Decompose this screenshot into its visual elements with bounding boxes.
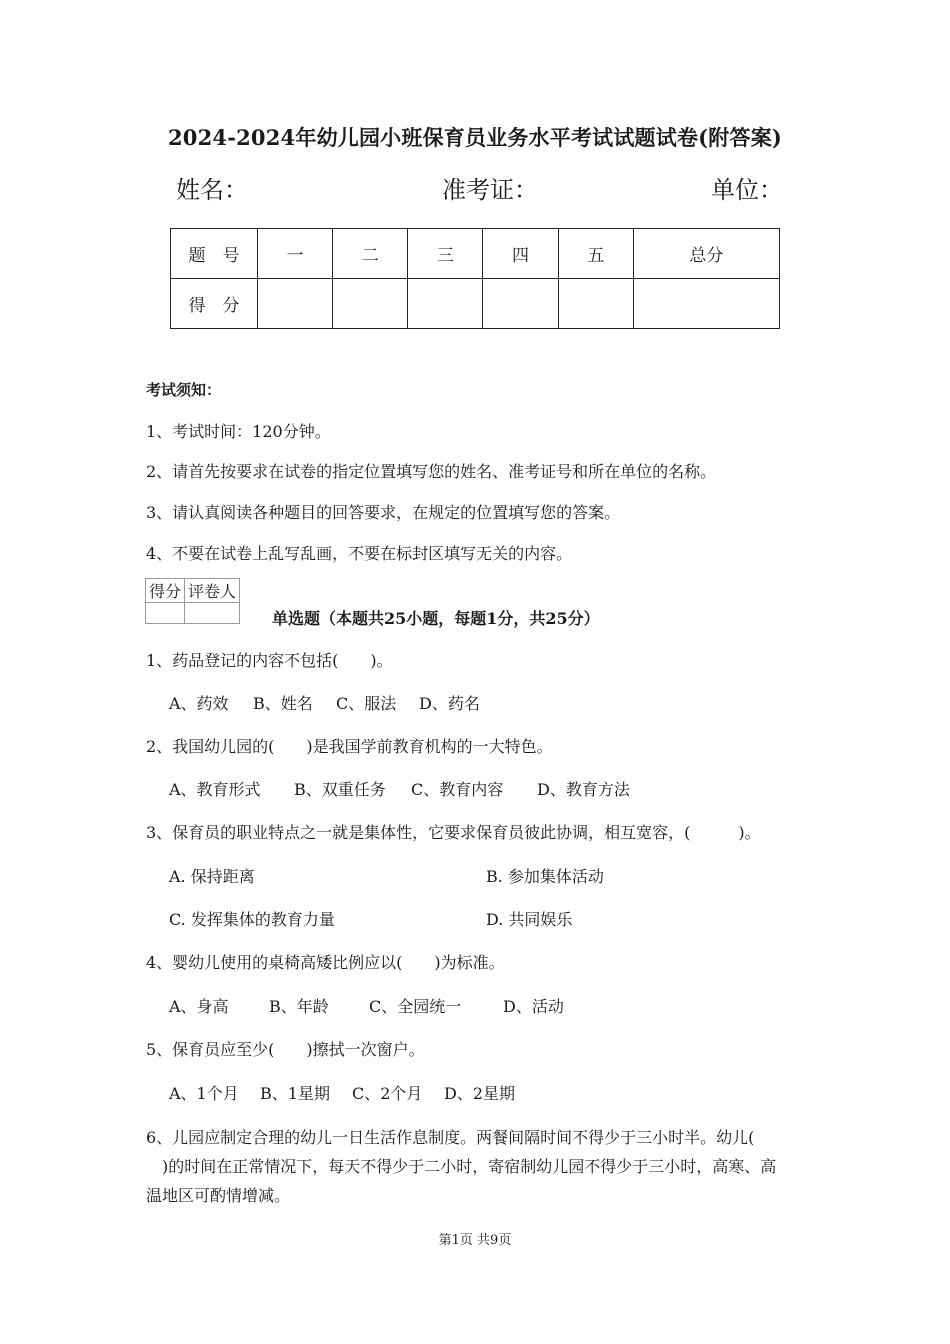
question-option: C、服法 [336,694,397,713]
question-stem: 1、药品登记的内容不包括( )。 [146,651,393,670]
notice-item: 2、请首先按要求在试卷的指定位置填写您的姓名、准考证号和所在单位的名称。 [146,462,717,481]
question-option: A. 保持距离 [169,867,255,886]
score-table-header-row [171,229,780,279]
notice-item: 1、考试时间：120分钟。 [146,422,331,441]
notice-item: 3、请认真阅读各种题目的回答要求，在规定的位置填写您的答案。 [146,503,621,522]
score-input-cell [633,279,779,329]
question-option: B. 参加集体活动 [486,867,604,886]
score-table-cell: 四 [483,229,558,279]
grader-name-cell [185,603,240,624]
score-input-cell [408,279,483,329]
score-input-cell [333,279,408,329]
name-label: 姓名： [176,176,248,204]
question-option: A、药效 [169,694,229,713]
question-stem: 5、保育员应至少( )擦拭一次窗户。 [146,1040,425,1059]
question-stem: 2、我国幼儿园的( )是我国学前教育机构的一大特色。 [146,737,553,756]
question-stem-line: 温地区可酌情增减。 [146,1186,291,1205]
score-table-cell: 五 [558,229,633,279]
page-footer: 第1页 共9页 [438,1233,512,1248]
score-table-cell: 一 [258,229,333,279]
question-stem: 4、婴幼儿使用的桌椅高矮比例应以( )为标准。 [146,953,505,972]
grader-score-cell [146,603,185,624]
score-table-cell: 二 [333,229,408,279]
question-option: C、2个月 [352,1084,423,1103]
score-table-cell: 题 号 [171,229,258,279]
score-table-cell: 三 [408,229,483,279]
question-stem: 3、保育员的职业特点之一就是集体性，它要求保育员彼此协调，相互宽容，( )。 [146,823,761,842]
question-stem-line: )的时间在正常情况下，每天不得少于二小时，寄宿制幼儿园不得少于三小时，高寒、高 [146,1157,777,1176]
exam-id-label: 准考证： [442,176,538,204]
question-option: A、1个月 [169,1084,239,1103]
unit-label: 单位： [711,176,783,204]
notice-heading: 考试须知： [146,381,222,399]
score-table-cell: 总分 [633,229,779,279]
score-input-cell [558,279,633,329]
question-option: D、药名 [419,694,480,713]
question-option: C、教育内容 [411,780,504,799]
question-option: B、1星期 [260,1084,330,1103]
score-table [170,228,780,329]
question-option: D. 共同娱乐 [486,910,573,929]
question-stem-line: 6、儿园应制定合理的幼儿一日生活作息制度。两餐间隔时间不得少于三小时半。幼儿( [146,1128,755,1147]
notice-item: 4、不要在试卷上乱写乱画，不要在标封区填写无关的内容。 [146,544,573,563]
score-input-cell [258,279,333,329]
question-option: D、2星期 [444,1084,516,1103]
page-title: 2024-2024年幼儿园小班保育员业务水平考试试题试卷(附答案) [167,125,783,150]
section-title: 单选题（本题共25小题，每题1分，共25分） [272,609,600,628]
score-input-cell [483,279,558,329]
question-option: B、双重任务 [294,780,386,799]
question-option: B、姓名 [253,694,313,713]
question-option: A、身高 [169,997,229,1016]
question-option: A、教育形式 [169,780,261,799]
grader-box [145,578,240,624]
question-option: B、年龄 [269,997,329,1016]
grader-name-label: 评卷人 [185,579,240,603]
score-table-score-row [171,279,780,329]
question-option: D、教育方法 [537,780,630,799]
question-option: C、全园统一 [369,997,462,1016]
question-option: C. 发挥集体的教育力量 [169,910,335,929]
score-table-cell: 得 分 [171,279,258,329]
grader-score-label: 得分 [146,579,185,603]
question-option: D、活动 [503,997,564,1016]
